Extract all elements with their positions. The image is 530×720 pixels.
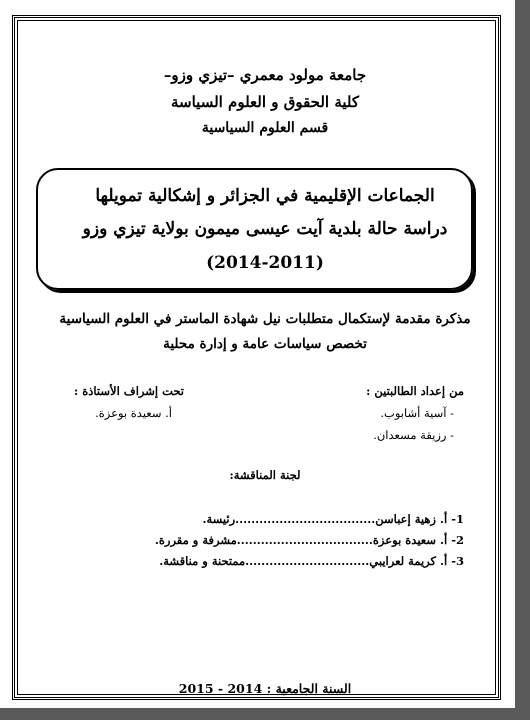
student-name: - آسية أشابوب. — [380, 406, 454, 420]
department-name: قسم العلوم السياسية — [201, 120, 329, 136]
page-shadow-bottom — [0, 708, 530, 720]
committee-role: مشرفة و مقررة. — [154, 533, 237, 547]
university-name: جامعة مولود معمري –تيزي وزو– — [163, 66, 367, 84]
committee-number: 1- — [451, 512, 464, 526]
committee-role: ممتحنة و مناقشة. — [159, 554, 246, 568]
committee-member-name: أ. كريمة لعرايبي — [369, 554, 448, 568]
committee-number: 3- — [451, 554, 464, 568]
students-label: من إعداد الطالبتين : — [366, 384, 464, 398]
memo-purpose: مذكرة مقدمة لإستكمال متطلبات نيل شهادة الماستر في العلوم السياسية — [59, 311, 471, 327]
leader-dots: ............................... — [245, 554, 370, 568]
leader-dots: .................................. — [236, 533, 373, 547]
committee-member-name: أ. سعيدة بوعزة — [372, 533, 448, 547]
committee-row — [159, 554, 464, 568]
committee-member-name: أ. زهية إعباسن — [375, 512, 448, 526]
thesis-title-line1: الجماعات الإقليمية في الجزائر و إشكالية تمويلها — [95, 186, 435, 206]
memo-specialization: تخصص سياسات عامة و إدارة محلية — [163, 336, 367, 352]
faculty-name: كلية الحقوق و العلوم السياسة — [170, 93, 359, 111]
committee-number: 2- — [451, 533, 464, 547]
academic-year: السنة الجامعية : 2014 - 2015 — [178, 681, 352, 696]
committee-role: رئيسة. — [202, 512, 236, 526]
supervisor-name: أ. سعيدة بوعزة. — [95, 406, 172, 420]
supervisor-label: تحت إشراف الأستاذة : — [74, 384, 184, 398]
committee-label: لجنة المناقشة: — [229, 468, 301, 482]
committee-row — [203, 512, 465, 526]
leader-dots: ................................... — [235, 512, 376, 526]
student-name: - رزيقة مسعدان. — [373, 428, 454, 442]
committee-row — [155, 533, 464, 547]
thesis-title-years: (2014-2011) — [206, 253, 324, 273]
thesis-title-line2: دراسة حالة بلدية آيت عيسى ميمون بولاية تيزي وزو — [82, 219, 448, 239]
